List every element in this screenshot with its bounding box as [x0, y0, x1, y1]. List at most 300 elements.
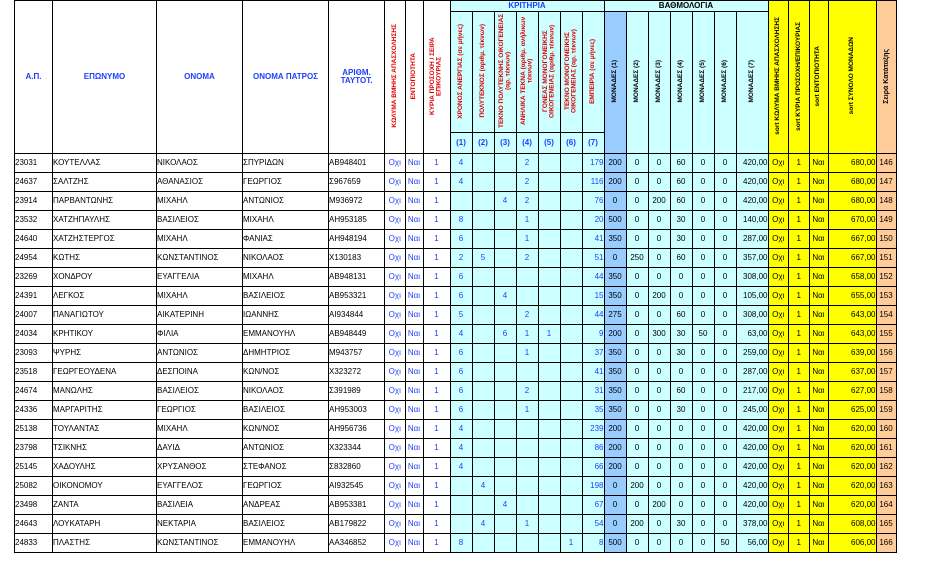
cell-rank[interactable]: 151	[876, 249, 896, 268]
cell-m6[interactable]: 0	[714, 496, 736, 515]
cell-m2[interactable]: 0	[626, 287, 648, 306]
cell-c2[interactable]	[472, 458, 494, 477]
cell-c4[interactable]	[516, 268, 538, 287]
cell-ap[interactable]: 24034	[15, 325, 53, 344]
cell-s3[interactable]: Ναι	[809, 420, 828, 439]
cell-m2[interactable]: 0	[626, 344, 648, 363]
cell-m1[interactable]: 350	[604, 401, 626, 420]
cell-c4[interactable]: 2	[516, 382, 538, 401]
cell-s3[interactable]: Ναι	[809, 363, 828, 382]
cell-tot[interactable]: 639,00	[828, 344, 876, 363]
cell-c5[interactable]	[538, 344, 560, 363]
cell-ent[interactable]: Ναι	[405, 420, 423, 439]
table-row[interactable]	[15, 325, 897, 344]
table-row[interactable]	[15, 401, 897, 420]
cell-m1[interactable]: 200	[604, 439, 626, 458]
cell-m3[interactable]: 0	[648, 306, 670, 325]
cell-m2[interactable]: 0	[626, 401, 648, 420]
cell-ent[interactable]: Ναι	[405, 382, 423, 401]
cell-ap[interactable]: 24637	[15, 173, 53, 192]
cell-tot[interactable]: 643,00	[828, 325, 876, 344]
cell-pat[interactable]: ΙΩΑΝΝΗΣ	[243, 306, 329, 325]
cell-m6[interactable]: 0	[714, 211, 736, 230]
cell-c1[interactable]: 6	[450, 344, 472, 363]
cell-m5[interactable]: 0	[692, 458, 714, 477]
cell-ap[interactable]: 23498	[15, 496, 53, 515]
cell-s2[interactable]: 1	[789, 496, 810, 515]
cell-c2[interactable]	[472, 420, 494, 439]
cell-s1[interactable]: Οχι	[768, 211, 789, 230]
cell-tot[interactable]: 643,00	[828, 306, 876, 325]
cell-c3[interactable]	[494, 173, 516, 192]
cell-m4[interactable]: 0	[670, 534, 692, 553]
cell-c5[interactable]	[538, 192, 560, 211]
cell-m7[interactable]: 259,00	[736, 344, 768, 363]
cell-s3[interactable]: Ναι	[809, 344, 828, 363]
table-row[interactable]	[15, 211, 897, 230]
cell-m1[interactable]: 350	[604, 382, 626, 401]
cell-m6[interactable]: 0	[714, 344, 736, 363]
cell-m4[interactable]: 30	[670, 344, 692, 363]
cell-c7[interactable]: 54	[582, 515, 604, 534]
cell-c3[interactable]	[494, 477, 516, 496]
cell-c5[interactable]	[538, 401, 560, 420]
cell-ep[interactable]: ΜΑΡΓΑΡΙΤΗΣ	[53, 401, 157, 420]
cell-tot[interactable]: 620,00	[828, 420, 876, 439]
cell-c2[interactable]: 4	[472, 515, 494, 534]
cell-m4[interactable]: 60	[670, 306, 692, 325]
cell-c4[interactable]	[516, 420, 538, 439]
cell-c7[interactable]: 35	[582, 401, 604, 420]
cell-tot[interactable]: 625,00	[828, 401, 876, 420]
cell-k[interactable]: 1	[423, 230, 450, 249]
cell-s2[interactable]: 1	[789, 534, 810, 553]
cell-m6[interactable]: 0	[714, 420, 736, 439]
cell-c1[interactable]: 4	[450, 325, 472, 344]
cell-taut[interactable]: Μ936972	[329, 192, 385, 211]
cell-m6[interactable]: 0	[714, 268, 736, 287]
cell-m7[interactable]: 420,00	[736, 192, 768, 211]
cell-c7[interactable]: 198	[582, 477, 604, 496]
cell-s3[interactable]: Ναι	[809, 534, 828, 553]
cell-s1[interactable]: Οχι	[768, 363, 789, 382]
cell-c1[interactable]	[450, 496, 472, 515]
cell-m6[interactable]: 0	[714, 458, 736, 477]
cell-c5[interactable]: 1	[538, 325, 560, 344]
cell-m7[interactable]: 420,00	[736, 477, 768, 496]
cell-c3[interactable]: 4	[494, 496, 516, 515]
cell-m4[interactable]: 60	[670, 382, 692, 401]
cell-taut[interactable]: Σ391989	[329, 382, 385, 401]
cell-m6[interactable]: 0	[714, 363, 736, 382]
cell-c6[interactable]	[560, 211, 582, 230]
cell-rank[interactable]: 166	[876, 534, 896, 553]
cell-c6[interactable]	[560, 496, 582, 515]
cell-c7[interactable]: 116	[582, 173, 604, 192]
cell-pat[interactable]: ΑΝΔΡΕΑΣ	[243, 496, 329, 515]
cell-c5[interactable]	[538, 477, 560, 496]
cell-rank[interactable]: 159	[876, 401, 896, 420]
cell-c7[interactable]: 239	[582, 420, 604, 439]
cell-c3[interactable]	[494, 439, 516, 458]
cell-c6[interactable]	[560, 439, 582, 458]
cell-pat[interactable]: ΒΑΣΙΛΕΙΟΣ	[243, 515, 329, 534]
cell-ap[interactable]: 24391	[15, 287, 53, 306]
cell-c4[interactable]	[516, 477, 538, 496]
cell-m2[interactable]: 200	[626, 477, 648, 496]
table-row[interactable]	[15, 515, 897, 534]
cell-m5[interactable]: 0	[692, 515, 714, 534]
cell-c5[interactable]	[538, 249, 560, 268]
cell-taut[interactable]: Χ323344	[329, 439, 385, 458]
cell-ep[interactable]: ΓΕΩΡΓΕΟΥΔΕΝΑ	[53, 363, 157, 382]
cell-kol[interactable]: Οχι	[385, 325, 406, 344]
cell-taut[interactable]: Χ130183	[329, 249, 385, 268]
table-row[interactable]	[15, 363, 897, 382]
cell-c5[interactable]	[538, 268, 560, 287]
cell-rank[interactable]: 156	[876, 344, 896, 363]
cell-m2[interactable]: 0	[626, 268, 648, 287]
cell-m7[interactable]: 287,00	[736, 230, 768, 249]
cell-taut[interactable]: Μ943757	[329, 344, 385, 363]
cell-kol[interactable]: Οχι	[385, 458, 406, 477]
cell-m7[interactable]: 56,00	[736, 534, 768, 553]
cell-s2[interactable]: 1	[789, 154, 810, 173]
cell-m1[interactable]: 200	[604, 325, 626, 344]
cell-taut[interactable]: ΑΗ953003	[329, 401, 385, 420]
cell-c4[interactable]: 2	[516, 173, 538, 192]
cell-c3[interactable]: 4	[494, 287, 516, 306]
cell-m7[interactable]: 378,00	[736, 515, 768, 534]
cell-c2[interactable]	[472, 401, 494, 420]
cell-kol[interactable]: Οχι	[385, 154, 406, 173]
cell-tot[interactable]: 667,00	[828, 230, 876, 249]
cell-kol[interactable]: Οχι	[385, 173, 406, 192]
cell-s3[interactable]: Ναι	[809, 192, 828, 211]
cell-m3[interactable]: 200	[648, 287, 670, 306]
cell-k[interactable]: 1	[423, 534, 450, 553]
cell-c2[interactable]	[472, 211, 494, 230]
cell-m5[interactable]: 0	[692, 306, 714, 325]
cell-c3[interactable]	[494, 249, 516, 268]
cell-c3[interactable]	[494, 458, 516, 477]
cell-s3[interactable]: Ναι	[809, 439, 828, 458]
cell-m5[interactable]: 0	[692, 439, 714, 458]
cell-rank[interactable]: 149	[876, 211, 896, 230]
cell-c5[interactable]	[538, 382, 560, 401]
cell-s1[interactable]: Οχι	[768, 477, 789, 496]
cell-pat[interactable]: ΔΗΜΗΤΡΙΟΣ	[243, 344, 329, 363]
cell-s1[interactable]: Οχι	[768, 173, 789, 192]
cell-m6[interactable]: 0	[714, 306, 736, 325]
cell-m1[interactable]: 200	[604, 173, 626, 192]
cell-s2[interactable]: 1	[789, 230, 810, 249]
cell-s2[interactable]: 1	[789, 192, 810, 211]
cell-tot[interactable]: 627,00	[828, 382, 876, 401]
header-crit-7[interactable]: ΕΜΠΕΙΡΙΑ (σε μήνες)	[582, 12, 604, 133]
cell-ep[interactable]: ΣΑΛΤΖΗΣ	[53, 173, 157, 192]
cell-c4[interactable]	[516, 534, 538, 553]
cell-ap[interactable]: 23031	[15, 154, 53, 173]
cell-kol[interactable]: Οχι	[385, 496, 406, 515]
cell-m3[interactable]: 0	[648, 344, 670, 363]
cell-k[interactable]: 1	[423, 173, 450, 192]
cell-taut[interactable]: ΑΙ934844	[329, 306, 385, 325]
cell-c6[interactable]	[560, 306, 582, 325]
cell-c2[interactable]	[472, 173, 494, 192]
cell-c1[interactable]: 8	[450, 211, 472, 230]
cell-ap[interactable]: 25138	[15, 420, 53, 439]
cell-c6[interactable]	[560, 249, 582, 268]
cell-pat[interactable]: ΑΝΤΩΝΙΟΣ	[243, 439, 329, 458]
cell-m5[interactable]: 0	[692, 401, 714, 420]
table-row[interactable]	[15, 230, 897, 249]
header-crit-5[interactable]: ΓΟΝΕΑΣ ΜΟΝΟΓΟΝΕΙΚΗΣ ΟΙΚΟΓΕΝΕΙΑΣ (αριθμ. τέκνων)	[538, 12, 560, 133]
cell-rank[interactable]: 152	[876, 268, 896, 287]
cell-c1[interactable]: 6	[450, 401, 472, 420]
cell-m6[interactable]: 0	[714, 477, 736, 496]
cell-kol[interactable]: Οχι	[385, 515, 406, 534]
cell-s3[interactable]: Ναι	[809, 458, 828, 477]
cell-m7[interactable]: 63,00	[736, 325, 768, 344]
cell-ap[interactable]: 23914	[15, 192, 53, 211]
cell-c2[interactable]: 4	[472, 477, 494, 496]
cell-rank[interactable]: 162	[876, 458, 896, 477]
cell-m5[interactable]: 0	[692, 420, 714, 439]
cell-on[interactable]: ΕΥΑΓΓΕΛΟΣ	[157, 477, 243, 496]
cell-s3[interactable]: Ναι	[809, 268, 828, 287]
cell-taut[interactable]: Σ967659	[329, 173, 385, 192]
cell-m1[interactable]: 200	[604, 420, 626, 439]
cell-s1[interactable]: Οχι	[768, 496, 789, 515]
cell-s3[interactable]: Ναι	[809, 306, 828, 325]
table-row[interactable]	[15, 382, 897, 401]
cell-pat[interactable]: ΦΑΝΙΑΣ	[243, 230, 329, 249]
cell-c3[interactable]	[494, 154, 516, 173]
cell-rank[interactable]: 153	[876, 287, 896, 306]
cell-m2[interactable]: 0	[626, 192, 648, 211]
cell-m5[interactable]: 0	[692, 211, 714, 230]
cell-tot[interactable]: 680,00	[828, 154, 876, 173]
cell-on[interactable]: ΒΑΣΙΛΕΙΟΣ	[157, 382, 243, 401]
cell-m1[interactable]: 350	[604, 344, 626, 363]
cell-c7[interactable]: 37	[582, 344, 604, 363]
cell-tot[interactable]: 608,00	[828, 515, 876, 534]
cell-m5[interactable]: 0	[692, 287, 714, 306]
cell-ep[interactable]: ΚΡΗΤΙΚΟΥ	[53, 325, 157, 344]
cell-c1[interactable]: 6	[450, 268, 472, 287]
cell-s3[interactable]: Ναι	[809, 325, 828, 344]
cell-s3[interactable]: Ναι	[809, 249, 828, 268]
cell-k[interactable]: 1	[423, 477, 450, 496]
cell-ep[interactable]: ΠΛΑΣΤΗΣ	[53, 534, 157, 553]
cell-s2[interactable]: 1	[789, 401, 810, 420]
cell-c6[interactable]	[560, 287, 582, 306]
cell-rank[interactable]: 165	[876, 515, 896, 534]
cell-on[interactable]: ΜΙΧΑΗΛ	[157, 420, 243, 439]
cell-ep[interactable]: ΖΑΝΤΑ	[53, 496, 157, 515]
header-kolyma[interactable]: ΚΩΛΥΜΑ ΒΜΗΗΣ ΑΠΑΣΧΟΛΗΣΗΣ	[385, 1, 406, 154]
cell-c4[interactable]	[516, 287, 538, 306]
cell-s1[interactable]: Οχι	[768, 420, 789, 439]
cell-k[interactable]: 1	[423, 287, 450, 306]
cell-m3[interactable]: 200	[648, 496, 670, 515]
cell-s2[interactable]: 1	[789, 420, 810, 439]
cell-k[interactable]: 1	[423, 325, 450, 344]
cell-kol[interactable]: Οχι	[385, 420, 406, 439]
cell-on[interactable]: ΜΙΧΑΗΛ	[157, 192, 243, 211]
cell-m7[interactable]: 357,00	[736, 249, 768, 268]
table-row[interactable]	[15, 477, 897, 496]
cell-ent[interactable]: Ναι	[405, 534, 423, 553]
cell-m4[interactable]: 0	[670, 420, 692, 439]
cell-c1[interactable]: 4	[450, 154, 472, 173]
cell-m2[interactable]: 0	[626, 154, 648, 173]
cell-c4[interactable]: 2	[516, 154, 538, 173]
cell-s3[interactable]: Ναι	[809, 154, 828, 173]
cell-m3[interactable]: 0	[648, 230, 670, 249]
cell-m2[interactable]: 0	[626, 458, 648, 477]
cell-m3[interactable]: 0	[648, 401, 670, 420]
cell-m7[interactable]: 420,00	[736, 496, 768, 515]
cell-c6[interactable]	[560, 382, 582, 401]
cell-k[interactable]: 1	[423, 154, 450, 173]
cell-s1[interactable]: Οχι	[768, 249, 789, 268]
cell-c4[interactable]: 1	[516, 230, 538, 249]
cell-m7[interactable]: 287,00	[736, 363, 768, 382]
cell-kol[interactable]: Οχι	[385, 382, 406, 401]
cell-c2[interactable]	[472, 382, 494, 401]
cell-c3[interactable]	[494, 306, 516, 325]
cell-m4[interactable]: 30	[670, 211, 692, 230]
cell-m3[interactable]: 0	[648, 515, 670, 534]
cell-c6[interactable]	[560, 230, 582, 249]
cell-rank[interactable]: 160	[876, 420, 896, 439]
cell-ent[interactable]: Ναι	[405, 211, 423, 230]
cell-tot[interactable]: 606,00	[828, 534, 876, 553]
cell-m1[interactable]: 350	[604, 268, 626, 287]
cell-c6[interactable]	[560, 401, 582, 420]
cell-m5[interactable]: 0	[692, 173, 714, 192]
cell-m5[interactable]: 0	[692, 344, 714, 363]
cell-ep[interactable]: ΤΣΙΚΝΗΣ	[53, 439, 157, 458]
cell-ent[interactable]: Ναι	[405, 192, 423, 211]
header-ap[interactable]: Α.Π.	[15, 1, 53, 154]
cell-m2[interactable]: 0	[626, 439, 648, 458]
cell-ap[interactable]: 24643	[15, 515, 53, 534]
cell-ent[interactable]: Ναι	[405, 306, 423, 325]
cell-k[interactable]: 1	[423, 515, 450, 534]
cell-on[interactable]: ΓΕΩΡΓΙΟΣ	[157, 401, 243, 420]
cell-m7[interactable]: 420,00	[736, 439, 768, 458]
cell-k[interactable]: 1	[423, 192, 450, 211]
cell-s2[interactable]: 1	[789, 173, 810, 192]
cell-m2[interactable]: 0	[626, 325, 648, 344]
cell-c6[interactable]	[560, 344, 582, 363]
cell-c5[interactable]	[538, 458, 560, 477]
cell-m3[interactable]: 0	[648, 382, 670, 401]
cell-tot[interactable]: 670,00	[828, 211, 876, 230]
cell-c7[interactable]: 9	[582, 325, 604, 344]
cell-c4[interactable]: 2	[516, 249, 538, 268]
cell-k[interactable]: 1	[423, 401, 450, 420]
cell-rank[interactable]: 161	[876, 439, 896, 458]
cell-rank[interactable]: 158	[876, 382, 896, 401]
cell-ep[interactable]: ΨΥΡΗΣ	[53, 344, 157, 363]
cell-c1[interactable]: 6	[450, 382, 472, 401]
header-taut[interactable]: ΑΡΙΘΜ. ΤΑΥΤΟΤ.	[329, 1, 385, 154]
cell-c6[interactable]	[560, 515, 582, 534]
cell-pat[interactable]: ΚΩΝ/ΝΟΣ	[243, 363, 329, 382]
cell-c4[interactable]: 1	[516, 325, 538, 344]
cell-ap[interactable]: 24336	[15, 401, 53, 420]
cell-on[interactable]: ΚΩΝΣΤΑΝΤΙΝΟΣ	[157, 534, 243, 553]
cell-m6[interactable]: 0	[714, 173, 736, 192]
cell-on[interactable]: ΑΝΤΩΝΙΟΣ	[157, 344, 243, 363]
cell-m6[interactable]: 50	[714, 534, 736, 553]
table-row[interactable]	[15, 420, 897, 439]
cell-m4[interactable]: 0	[670, 439, 692, 458]
cell-ep[interactable]: ΧΑΤΖΗΣΤΕΡΓΟΣ	[53, 230, 157, 249]
cell-ap[interactable]: 24954	[15, 249, 53, 268]
cell-c2[interactable]	[472, 344, 494, 363]
cell-m3[interactable]: 0	[648, 249, 670, 268]
cell-m5[interactable]: 0	[692, 268, 714, 287]
cell-c3[interactable]	[494, 420, 516, 439]
cell-rank[interactable]: 146	[876, 154, 896, 173]
cell-taut[interactable]: ΑΗ956736	[329, 420, 385, 439]
cell-s1[interactable]: Οχι	[768, 382, 789, 401]
cell-c4[interactable]: 1	[516, 401, 538, 420]
cell-m1[interactable]: 0	[604, 515, 626, 534]
cell-on[interactable]: ΑΘΑΝΑΣΙΟΣ	[157, 173, 243, 192]
cell-c6[interactable]	[560, 363, 582, 382]
table-row[interactable]	[15, 458, 897, 477]
cell-tot[interactable]: 658,00	[828, 268, 876, 287]
header-monades-3[interactable]: ΜΟΝΑΔΕΣ (3)	[648, 12, 670, 154]
cell-ap[interactable]: 23532	[15, 211, 53, 230]
cell-m3[interactable]: 0	[648, 173, 670, 192]
cell-m6[interactable]: 0	[714, 192, 736, 211]
cell-ep[interactable]: ΤΟΥΛΑΝΤΑΣ	[53, 420, 157, 439]
cell-c2[interactable]: 5	[472, 249, 494, 268]
cell-c4[interactable]	[516, 496, 538, 515]
table-row[interactable]	[15, 534, 897, 553]
cell-m5[interactable]: 0	[692, 496, 714, 515]
cell-s1[interactable]: Οχι	[768, 325, 789, 344]
table-row[interactable]	[15, 154, 897, 173]
cell-m5[interactable]: 0	[692, 363, 714, 382]
cell-rank[interactable]: 154	[876, 306, 896, 325]
cell-c1[interactable]	[450, 192, 472, 211]
cell-c5[interactable]	[538, 496, 560, 515]
cell-c1[interactable]: 5	[450, 306, 472, 325]
cell-s3[interactable]: Ναι	[809, 515, 828, 534]
cell-ent[interactable]: Ναι	[405, 515, 423, 534]
cell-m2[interactable]: 0	[626, 382, 648, 401]
cell-c6[interactable]	[560, 325, 582, 344]
cell-s2[interactable]: 1	[789, 306, 810, 325]
cell-c5[interactable]	[538, 420, 560, 439]
cell-pat[interactable]: ΝΙΚΟΛΑΟΣ	[243, 382, 329, 401]
cell-m2[interactable]: 0	[626, 363, 648, 382]
cell-s1[interactable]: Οχι	[768, 458, 789, 477]
cell-m6[interactable]: 0	[714, 287, 736, 306]
cell-kol[interactable]: Οχι	[385, 344, 406, 363]
table-row[interactable]	[15, 496, 897, 515]
cell-ap[interactable]: 25082	[15, 477, 53, 496]
cell-ent[interactable]: Ναι	[405, 401, 423, 420]
